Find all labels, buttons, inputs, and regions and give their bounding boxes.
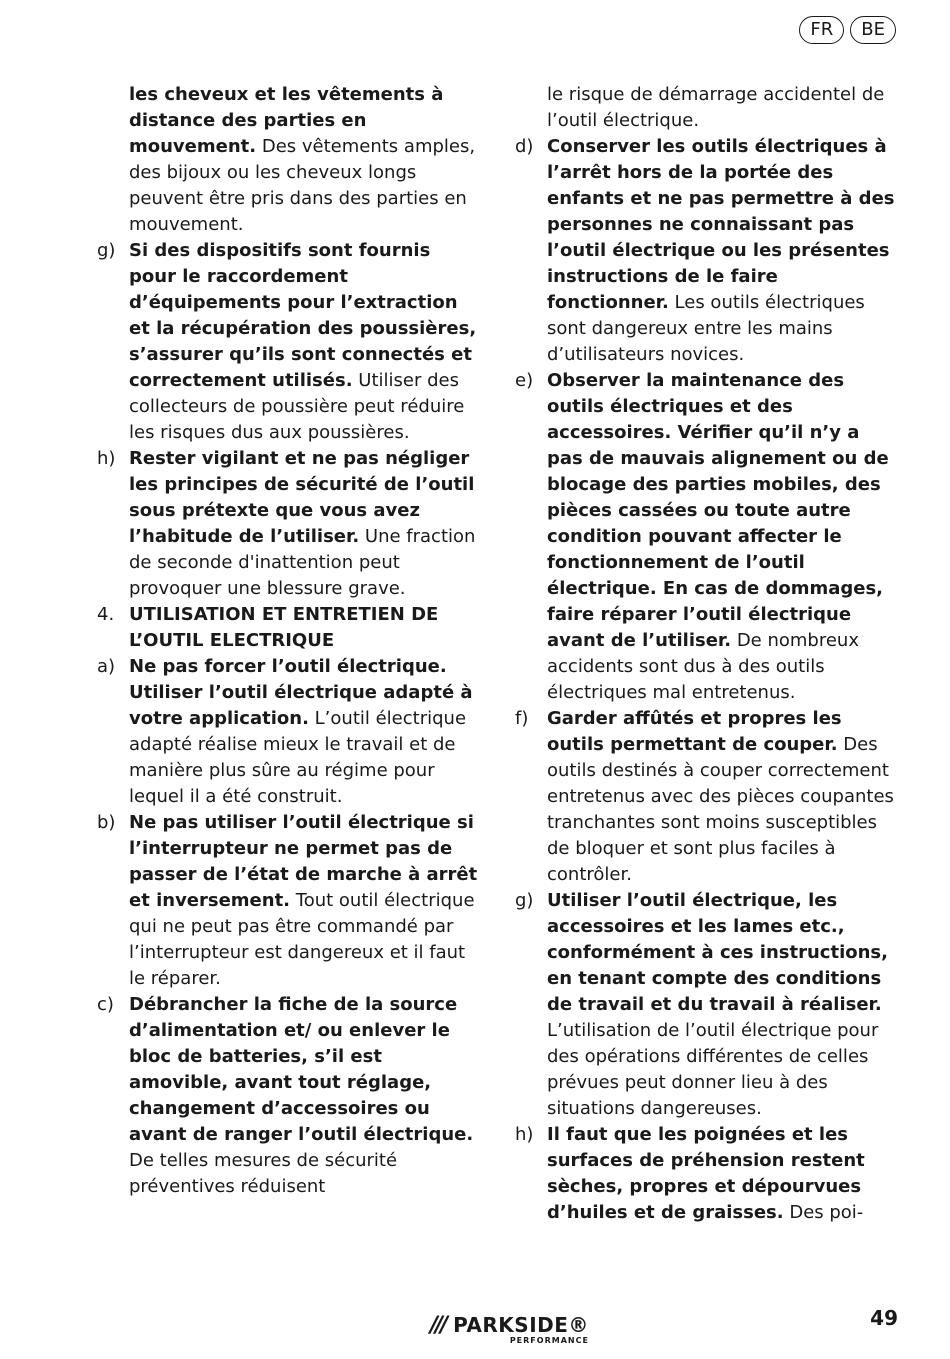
language-badge-be: BE	[850, 16, 896, 44]
instruction-bold-text: Ne pas forcer l’outil électrique. Utiliser l’outil électrique adapté à votre application.	[129, 656, 473, 729]
instruction-explanation-text: De nombreux accidents sont dus à des outils électriques mal entretenus.	[547, 630, 859, 703]
instruction-explanation-text: Des outils destinés à couper correctement entretenus avec des pièces coupantes tranchantes sont moins susceptibles de bloquer et sont plus faciles à contrôler.	[547, 734, 894, 885]
brand-subtitle: PERFORMANCE	[509, 1336, 589, 1345]
section-heading-4	[97, 602, 479, 654]
instruction-explanation-text: le risque de démarrage accidentel de l’outil électrique.	[547, 84, 885, 131]
instruction-item-g	[515, 888, 901, 1122]
instruction-bold-text: les cheveux et les vêtements à distance des parties en mouvement.	[129, 84, 444, 157]
item-marker: c)	[97, 994, 114, 1015]
instruction-explanation-text: Des vêtements amples, des bijoux ou les cheveux longs peuvent être pris dans des parties en mouvement.	[129, 136, 476, 235]
instruction-explanation-text: L’outil électrique adapté réalise mieux le travail et de manière plus sûre au régime pour lequel il a été construit.	[129, 708, 467, 807]
instruction-explanation-text: De telles mesures de sécurité préventives réduisent	[129, 1150, 398, 1197]
item-marker: g)	[97, 240, 116, 261]
instruction-item-f	[515, 706, 901, 888]
instruction-item-e	[515, 368, 901, 706]
section-number: 4.	[97, 604, 115, 625]
instruction-item-a	[97, 654, 479, 810]
item-marker: a)	[97, 656, 116, 677]
item-marker: g)	[515, 890, 534, 911]
left-column	[97, 82, 479, 1200]
instruction-bold-text: Observer la maintenance des outils électriques et des accessoires. Vérifier qu’il n’y a pas de mauvais alignement ou de blocage des parties mobiles, des pièces cassées ou toute autre condition pouvant affecter le fonctionnement de l’outil électrique. En cas de dommages, faire réparer l’outil électrique avant de l’utiliser.	[547, 370, 889, 651]
instruction-item-g	[97, 238, 479, 446]
instruction-explanation-text: Une fraction de seconde d'inattention peut provoquer une blessure grave.	[129, 526, 476, 599]
item-marker: e)	[515, 370, 534, 391]
instruction-bold-text: Garder affûtés et propres les outils permettant de couper.	[547, 708, 842, 755]
logo-slashes-icon: ///	[430, 1313, 446, 1338]
item-marker: b)	[97, 812, 116, 833]
brand-wordmark	[453, 1314, 589, 1346]
instruction-explanation-text: Les outils électriques sont dangereux entre les mains d’utilisateurs novices.	[547, 292, 865, 365]
instruction-explanation-text: L’utilisation de l’outil électrique pour des opérations différentes de celles prévues peut donner lieu à des situations dangereuses.	[547, 1020, 879, 1119]
continued-paragraph	[547, 82, 901, 134]
item-marker: h)	[515, 1124, 534, 1145]
language-badges	[799, 16, 896, 44]
item-marker: h)	[97, 448, 116, 469]
instruction-item-h	[515, 1122, 901, 1226]
instruction-explanation-text: Tout outil électrique qui ne peut pas être commandé par l’interrupteur est dangereux et il faut le réparer.	[129, 890, 475, 989]
instruction-bold-text: Utiliser l’outil électrique, les accessoires et les lames etc., conformément à ces instructions, en tenant compte des conditions de travail et du travail à réaliser.	[547, 890, 888, 1015]
parkside-logo	[430, 1314, 589, 1346]
instruction-bold-text: Ne pas utiliser l’outil électrique si l’interrupteur ne permet pas de passer de l’état de marche à arrêt et inversement.	[129, 812, 478, 911]
instruction-item-b	[97, 810, 479, 992]
instruction-bold-text: Si des dispositifs sont fournis pour le raccordement d’équipements pour l’extraction et la récupération des poussières, s’assurer qu’ils sont connectés et correctement utilisés.	[129, 240, 477, 391]
instruction-bold-text: Débrancher la fiche de la source d’alimentation et/ ou enlever le bloc de batteries, s’il est amovible, avant tout réglage, changement d’accessoires ou avant de ranger l’outil électrique.	[129, 994, 474, 1145]
brand-name: PARKSIDE®	[453, 1313, 589, 1337]
item-marker: d)	[515, 136, 534, 157]
continued-paragraph	[129, 82, 479, 238]
instruction-item-d	[515, 134, 901, 368]
instruction-item-c	[97, 992, 479, 1200]
instruction-bold-text: Il faut que les poignées et les surfaces de préhension restent sèches, propres et dépourvues d’huiles et de graisses.	[547, 1124, 865, 1223]
item-marker: f)	[515, 708, 529, 729]
instruction-explanation-text: Utiliser des collecteurs de poussière peut réduire les risques dus aux poussières.	[129, 370, 465, 443]
instruction-item-h	[97, 446, 479, 602]
right-column	[515, 82, 901, 1226]
instruction-bold-text: Rester vigilant et ne pas négliger les principes de sécurité de l’outil sous prétexte que vous avez l’habitude de l’utiliser.	[129, 448, 475, 547]
page-number: 49	[870, 1306, 898, 1330]
instruction-explanation-text: Des poi-	[789, 1202, 864, 1223]
section-title: UTILISATION ET ENTRETIEN DE L’OUTIL ELECTRIQUE	[129, 604, 439, 651]
language-badge-fr: FR	[799, 16, 844, 44]
instruction-bold-text: Conserver les outils électriques à l’arrêt hors de la portée des enfants et ne pas permettre à des personnes ne connaissant pas l’outil électrique ou les présentes instructions de le faire fonctionner.	[547, 136, 895, 313]
